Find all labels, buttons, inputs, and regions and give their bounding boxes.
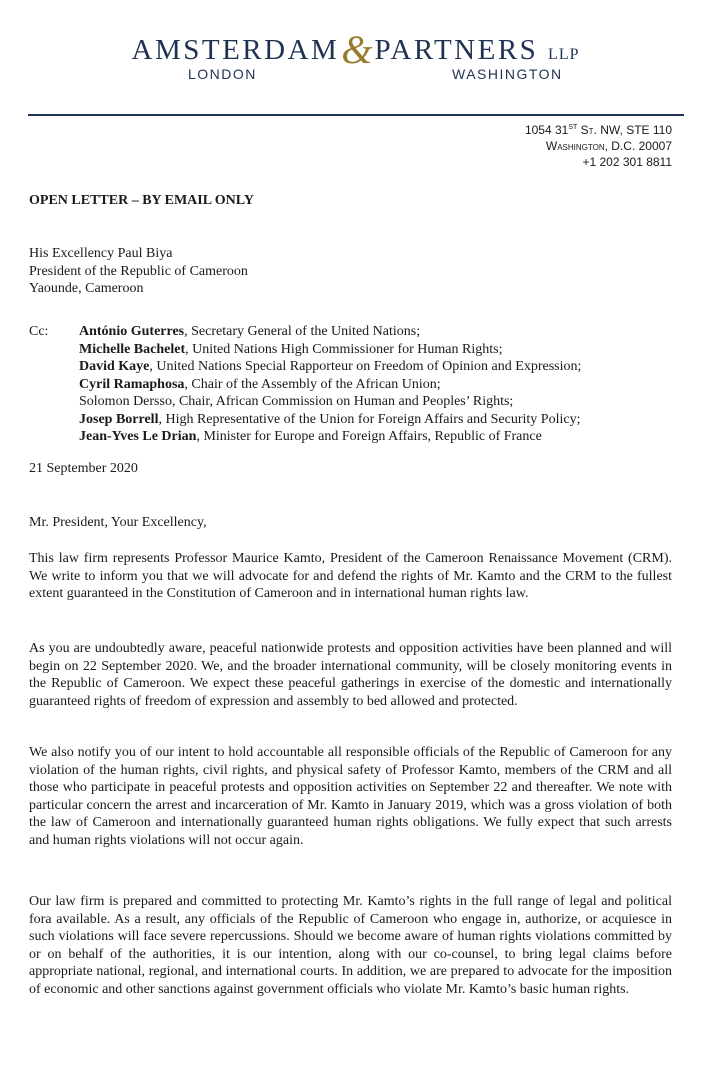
- body-paragraph: We also notify you of our intent to hold accountable all responsible officials of the Republic of Cameroon for any violation of the human rights, civil rights, and physical safety of Professor Kamto, members of the CRM and all those who participate in peaceful protests and opposition activities on September 22 and thereafter. We note with particular concern the arrest and incarceration of Mr. Kamto in January 2019, which was a gross violation of both the law of Cameroon and internationally guaranteed human rights obligations. We fully expect that such arrests and human rights violations will not occur again.: [29, 745, 672, 848]
- recipient-line-2: President of the Republic of Cameroon: [29, 263, 248, 279]
- address-line-1: 1054 31ST St. NW, STE 110: [524, 123, 672, 137]
- body-paragraph: Our law firm is prepared and committed to protecting Mr. Kamto’s rights in the full range of legal and political fora available. As a result, any officials of the Republic of Cameroon who engage in, authorize, or acquiesce in such violations will face severe repercussions. Should we become aware of human rights violations committed by or on behalf of the authorities, it is our intention, along with our co-counsel, to bring legal claims before appropriate national, regional, and international courts. In addition, we are prepared to advocate for the imposition of economic and other sanctions against government officials who violate Mr. Kamto’s basic human rights.: [29, 894, 672, 997]
- recipient-block: [29, 245, 672, 298]
- cc-entry: Josep Borrell, High Representative of the Union for Foreign Affairs and Security Policy;: [79, 411, 581, 427]
- firm-address: [525, 120, 672, 170]
- firm-name-part1: AMSTERDAM: [131, 34, 340, 66]
- letter-heading: OPEN LETTER – BY EMAIL ONLY: [29, 193, 254, 208]
- cc-entry: David Kaye, United Nations Special Rapporteur on Freedom of Opinion and Expression;: [79, 359, 582, 374]
- address-phone: +1 202 301 8811: [582, 155, 672, 169]
- recipient-line-1: His Excellency Paul Biya: [29, 246, 173, 261]
- cc-entry: António Guterres, Secretary General of the United Nations;: [79, 324, 421, 339]
- recipient-line-3: Yaounde, Cameroon: [29, 281, 144, 296]
- address-line-2: Washington, D.C. 20007: [545, 139, 672, 153]
- cc-entry: Solomon Dersso, Chair, African Commission on Human and Peoples’ Rights;: [79, 394, 514, 409]
- office-city-washington: WASHINGTON: [452, 66, 563, 82]
- cc-list: [79, 323, 699, 446]
- body-paragraph: This law firm represents Professor Maurice Kamto, President of the Cameroon Renaissance Movement (CRM). We write to inform you that we will advocate for and defend the rights of Mr. Kamto and the CRM to the fullest extent guaranteed in the Constitution of Cameroon and in international human rights law.: [29, 551, 672, 601]
- cc-entry: Michelle Bachelet, United Nations High Commissioner for Human Rights;: [79, 341, 503, 357]
- firm-name-letterhead: [0, 27, 711, 72]
- cc-entry: Cyril Ramaphosa, Chair of the Assembly of the African Union;: [79, 376, 441, 392]
- firm-suffix: LLP: [548, 46, 580, 63]
- salutation: Mr. President, Your Excellency,: [29, 515, 207, 530]
- letterhead-divider: [28, 114, 684, 116]
- body-paragraph: As you are undoubtedly aware, peaceful nationwide protests and opposition activities have been planned and will begin on 22 September 2020. We, and the broader international community, will be closely monitoring events in the Republic of Cameroon. We expect these peaceful gatherings in exercise of the domestic and internationally guaranteed rights of freedom of expression and assembly to bed allowed and protected.: [29, 641, 672, 709]
- office-city-london: LONDON: [188, 66, 257, 82]
- letter-date: 21 September 2020: [29, 461, 138, 476]
- cc-entry: Jean-Yves Le Drian, Minister for Europe and Foreign Affairs, Republic of France: [79, 429, 542, 444]
- firm-name-part2: PARTNERS: [374, 34, 539, 66]
- firm-ampersand-logo: &: [341, 27, 373, 72]
- cc-label: Cc:: [29, 324, 49, 339]
